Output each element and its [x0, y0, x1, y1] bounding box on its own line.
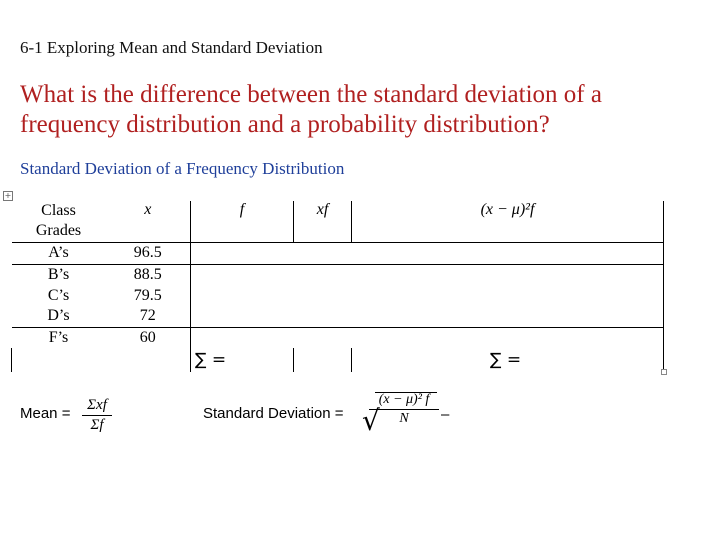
header-xf: xf [294, 201, 352, 242]
sum-row [12, 348, 664, 372]
deviation-cell[interactable] [352, 285, 664, 306]
x-cell: 96.5 [106, 242, 191, 264]
mean-denominator: Σf [90, 417, 104, 433]
question-line-1: What is the difference between the standard deviation of a [20, 81, 602, 108]
f-cell[interactable] [191, 242, 294, 264]
question-line-2: frequency distribution and a probability distribution? [20, 111, 550, 138]
grade-cell: C’s [47, 286, 70, 304]
sd-denominator: N [399, 411, 409, 426]
table-row [12, 306, 664, 327]
sd-label: Standard Deviation = [203, 405, 344, 422]
xf-cell[interactable] [294, 306, 352, 327]
sum-row-blank [12, 348, 106, 372]
header-deviation: (x − μ)²f [352, 201, 664, 242]
mean-numerator: Σxf [87, 397, 107, 413]
table-row [12, 327, 664, 348]
xf-cell[interactable] [294, 327, 352, 348]
f-cell[interactable] [191, 306, 294, 327]
header-grades: Grades [35, 222, 82, 240]
xf-cell[interactable] [294, 242, 352, 264]
table-row [12, 264, 664, 285]
mean-label: Mean = [20, 405, 71, 422]
header-x: x [144, 201, 152, 218]
header-f: f [191, 201, 294, 242]
grade-cell: A’s [12, 242, 106, 264]
x-cell: 79.5 [133, 286, 162, 304]
deviation-cell[interactable] [352, 327, 664, 348]
resize-handle-icon[interactable] [661, 369, 667, 375]
table-row [12, 285, 664, 306]
f-cell[interactable] [191, 264, 294, 285]
sum-row-blank [106, 348, 191, 372]
x-cell: 72 [139, 307, 156, 325]
x-cell: 60 [106, 327, 191, 348]
table-anchor-icon[interactable]: + [4, 191, 12, 200]
xf-cell[interactable] [294, 264, 352, 285]
sd-fraction-bar [369, 409, 439, 410]
x-cell: 88.5 [106, 264, 191, 285]
frequency-table [11, 201, 664, 372]
f-sum-label: ∑ = [191, 348, 294, 372]
header-class: Class [41, 202, 76, 219]
section-subtitle: Standard Deviation of a Frequency Distribution [20, 159, 345, 178]
deviation-cell[interactable] [352, 242, 664, 264]
xf-sum-cell[interactable] [294, 348, 352, 372]
page-title: 6-1 Exploring Mean and Standard Deviation [20, 38, 323, 57]
deviation-cell[interactable] [352, 264, 664, 285]
f-cell[interactable] [191, 327, 294, 348]
sd-fraction [369, 392, 439, 427]
grade-cell: B’s [12, 264, 106, 285]
question-text [20, 80, 710, 140]
deviation-sum-label: ∑ = [352, 348, 664, 372]
xf-cell[interactable] [294, 285, 352, 306]
sqrt-icon: √ [362, 404, 380, 437]
grade-cell: D’s [47, 307, 70, 325]
formula-area [0, 388, 720, 448]
f-cell[interactable] [191, 285, 294, 306]
grade-cell: F’s [12, 327, 106, 348]
mean-fraction-bar [82, 415, 112, 416]
mean-fraction [82, 397, 112, 434]
sd-trailing-mark: – [441, 406, 450, 423]
table-header-row [12, 201, 664, 221]
deviation-cell[interactable] [352, 306, 664, 327]
table-row [12, 242, 664, 264]
sd-numerator: (x − μ)² f [378, 392, 430, 407]
